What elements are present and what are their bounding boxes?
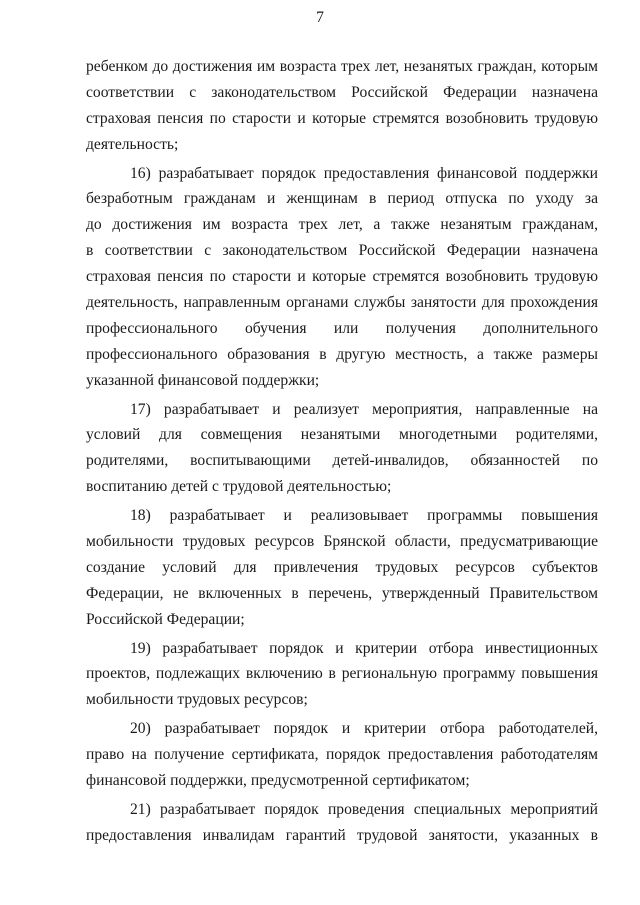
text-line: Федерации, не включенных в перечень, утвержденный Правительством xyxy=(86,584,598,602)
text-line: мобильности трудовых ресурсов; xyxy=(86,691,308,709)
text-line: указанной финансовой поддержки; xyxy=(86,371,320,389)
text-line: право на получение сертификата, порядок предоставления работодателям xyxy=(86,746,598,764)
text-line: безработным гражданам и женщинам в период отпуска по уходу за xyxy=(86,190,598,208)
text-line: страховая пенсия по старости и которые стремятся возобновить трудовую xyxy=(86,109,598,127)
paragraph-item-20 xyxy=(86,716,598,794)
text-line: профессионального образования в другую местность, а также размеры xyxy=(86,345,598,363)
text-line: финансовой поддержки, предусмотренной сертификатом; xyxy=(86,772,470,790)
text-line: 16) разрабатывает порядок предоставления финансовой поддержки xyxy=(130,164,598,182)
text-line: родителями, воспитывающими детей-инвалидов, обязанностей по xyxy=(86,452,598,470)
paragraph-item-16 xyxy=(86,161,598,394)
text-line: 20) разрабатывает порядок и критерии отбора работодателей, xyxy=(130,720,598,738)
paragraph-continued xyxy=(86,54,598,158)
text-line: 18) разрабатывает и реализовывает программы повышения xyxy=(130,507,598,525)
paragraph-item-19 xyxy=(86,636,598,714)
text-line: деятельность; xyxy=(86,135,179,153)
paragraph-item-18 xyxy=(86,503,598,632)
text-line: создание условий для привлечения трудовых ресурсов субъектов xyxy=(86,558,598,576)
text-line: проектов, подлежащих включению в региональную программу повышения xyxy=(86,665,598,683)
text-line: до достижения им возраста трех лет, а также незанятым гражданам, xyxy=(86,216,598,234)
document-body xyxy=(86,54,598,849)
text-line: 17) разрабатывает и реализует мероприятия, направленные на xyxy=(130,400,598,418)
paragraph-item-21 xyxy=(86,797,598,849)
text-line: Российской Федерации; xyxy=(86,610,245,628)
text-line: соответствии с законодательством Российской Федерации назначена xyxy=(86,83,598,101)
text-line: предоставления инвалидам гарантий трудовой занятости, указанных в xyxy=(86,826,598,844)
text-line: условий для совмещения незанятыми многодетными родителями, xyxy=(86,426,598,444)
text-line: ребенком до достижения им возраста трех лет, незанятых граждан, которым xyxy=(86,58,598,75)
text-line: в соответствии с законодательством Российской Федерации назначена xyxy=(86,242,598,260)
page-number: 7 xyxy=(316,9,324,26)
text-line: 19) разрабатывает порядок и критерии отбора инвестиционных xyxy=(130,639,598,657)
paragraph-item-17 xyxy=(86,397,598,501)
text-line: страховая пенсия по старости и которые стремятся возобновить трудовую xyxy=(86,268,598,286)
text-line: 21) разрабатывает порядок проведения специальных мероприятий xyxy=(130,800,598,818)
text-line: деятельность, направленным органами службы занятости для прохождения xyxy=(86,294,598,312)
text-line: воспитанию детей с трудовой деятельностью; xyxy=(86,478,392,496)
text-line: профессионального обучения или получения дополнительного xyxy=(86,319,598,337)
text-line: мобильности трудовых ресурсов Брянской области, предусматривающие xyxy=(86,533,598,551)
